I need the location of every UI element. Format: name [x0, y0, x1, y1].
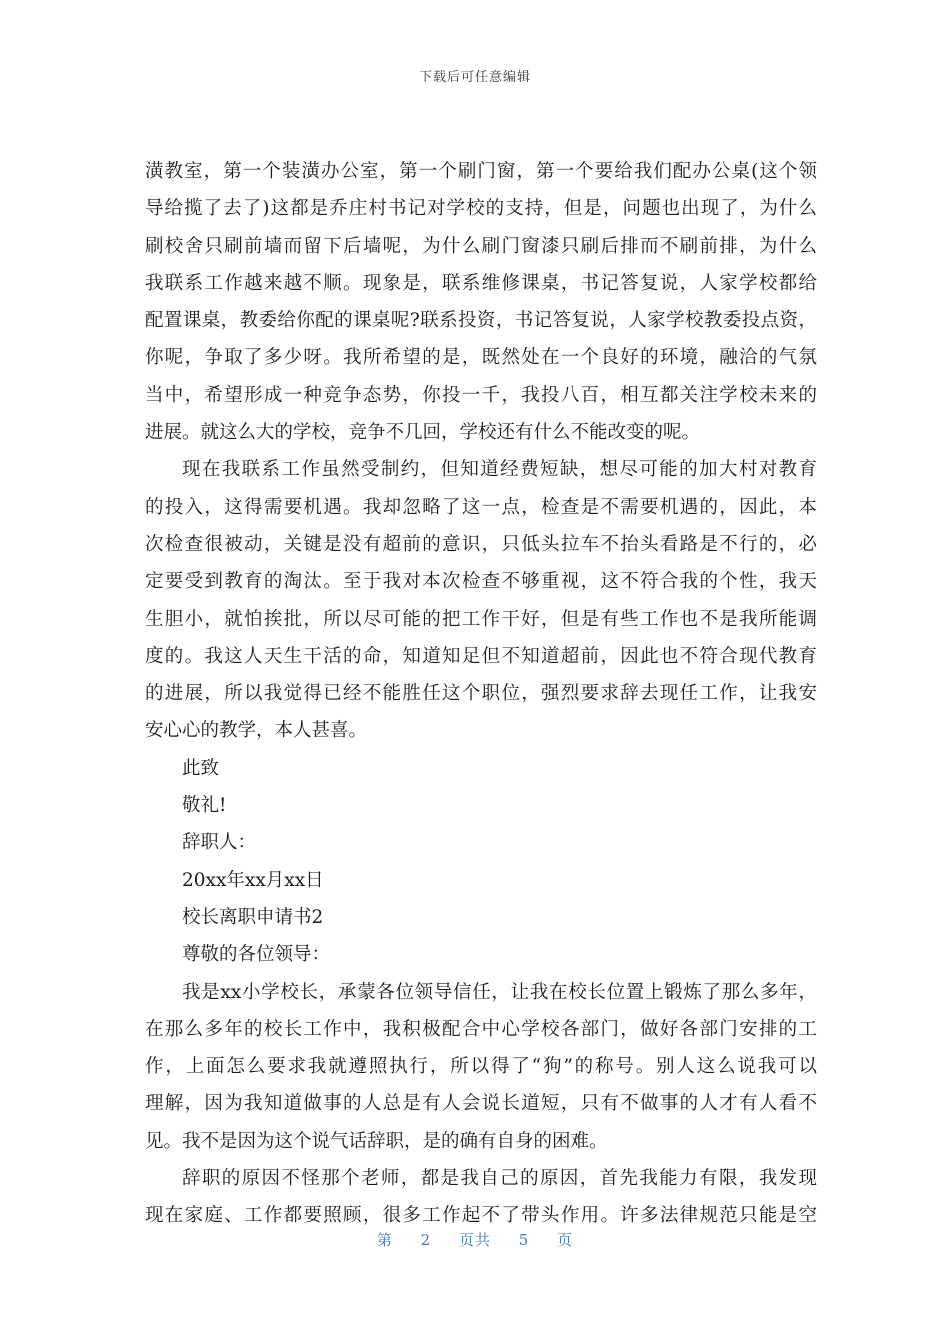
page-label-middle: 页共	[458, 1231, 491, 1249]
document-body	[145, 153, 817, 1235]
text-line: 导给揽了去了)这都是乔庄村书记对学校的支持，但是，问题也出现了，为什么	[145, 198, 817, 220]
date-line: 20xx年xx月xx日	[182, 869, 324, 891]
text-line: 刷校舍只刷前墙而留下后墙呢，为什么刷门窗漆只刷后排而不刷前排，为什么	[145, 235, 817, 257]
text-line: 你呢，争取了多少呀。我所希望的是，既然处在一个良好的环境，融洽的气氛	[145, 347, 817, 369]
text-line: 我联系工作越来越不顺。现象是，联系维修课桌，书记答复说，人家学校都给	[145, 272, 817, 294]
page-label-suffix: 页	[557, 1231, 574, 1249]
text-line: 的进展，所以我觉得已经不能胜任这个职位，强烈要求辞去现任工作，让我安	[145, 683, 817, 705]
paragraph-first-line: 现在我联系工作虽然受制约，但知道经费短缺，想尽可能的加大村对教育	[182, 459, 817, 481]
signature-label: 辞职人：	[182, 832, 257, 854]
text-line: 作，上面怎么要求我就遵照执行，所以得了“狗”的称号。别人这么说我可以	[145, 1056, 817, 1078]
paragraph-first-line: 我是xx小学校长，承蒙各位领导信任，让我在校长位置上锻炼了那么多年，	[182, 981, 817, 1003]
text-line: 理解，因为我知道做事的人总是有人会说长道短，只有不做事的人才有人看不	[145, 1093, 817, 1115]
page-footer	[0, 1229, 950, 1250]
closing-respect: 敬礼!	[182, 795, 227, 817]
text-line: 生胆小，就怕挨批，所以尽可能的把工作干好，但是有些工作也不是我所能调	[145, 608, 817, 630]
greeting-line: 尊敬的各位领导：	[182, 944, 331, 966]
text-line: 配置课桌，教委给你配的课桌呢?联系投资，书记答复说，人家学校教委投点资，	[145, 310, 817, 332]
page-number: 2	[420, 1231, 432, 1249]
text-line: 进展。就这么大的学校，竞争不几回，学校还有什么不能改变的呢。	[145, 422, 701, 444]
section-title: 校长离职申请书2	[182, 906, 324, 928]
text-line: 次检查很被动，关键是没有超前的意识，只低头拉车不抬头看路是不行的，必	[145, 533, 817, 555]
closing-salutation: 此致	[182, 757, 220, 779]
text-line: 当中，希望形成一种竞争态势，你投一千，我投八百，相互都关注学校未来的	[145, 384, 817, 406]
text-line: 度的。我这人天生干活的命，知道知足但不知道超前，因此也不符合现代教育	[145, 645, 817, 667]
text-line: 的投入，这得需要机遇。我却忽略了这一点，检查是不需要机遇的，因此，本	[145, 496, 817, 518]
text-line: 定要受到教育的淘汰。至于我对本次检查不够重视，这不符合我的个性，我天	[145, 571, 817, 593]
text-line: 在那么多年的校长工作中，我积极配合中心学校各部门，做好各部门安排的工	[145, 1018, 817, 1040]
text-line: 安心心的教学，本人甚喜。	[145, 720, 368, 742]
text-line: 潢教室，第一个装潢办公室，第一个刷门窗，第一个要给我们配办公桌(这个领	[145, 161, 817, 182]
page-total: 5	[518, 1231, 530, 1249]
page-header: 下载后可任意编辑	[418, 70, 531, 85]
paragraph-first-line: 辞职的原因不怪那个老师，都是我自己的原因，首先我能力有限，我发现	[182, 1168, 817, 1190]
page-label-prefix: 第	[376, 1231, 393, 1249]
text-line: 见。我不是因为这个说气话辞职，是的确有自身的困难。	[145, 1130, 608, 1152]
text-line: 现在家庭、工作都要照顾，很多工作起不了带头作用。许多法律规范只能是空	[145, 1205, 817, 1227]
